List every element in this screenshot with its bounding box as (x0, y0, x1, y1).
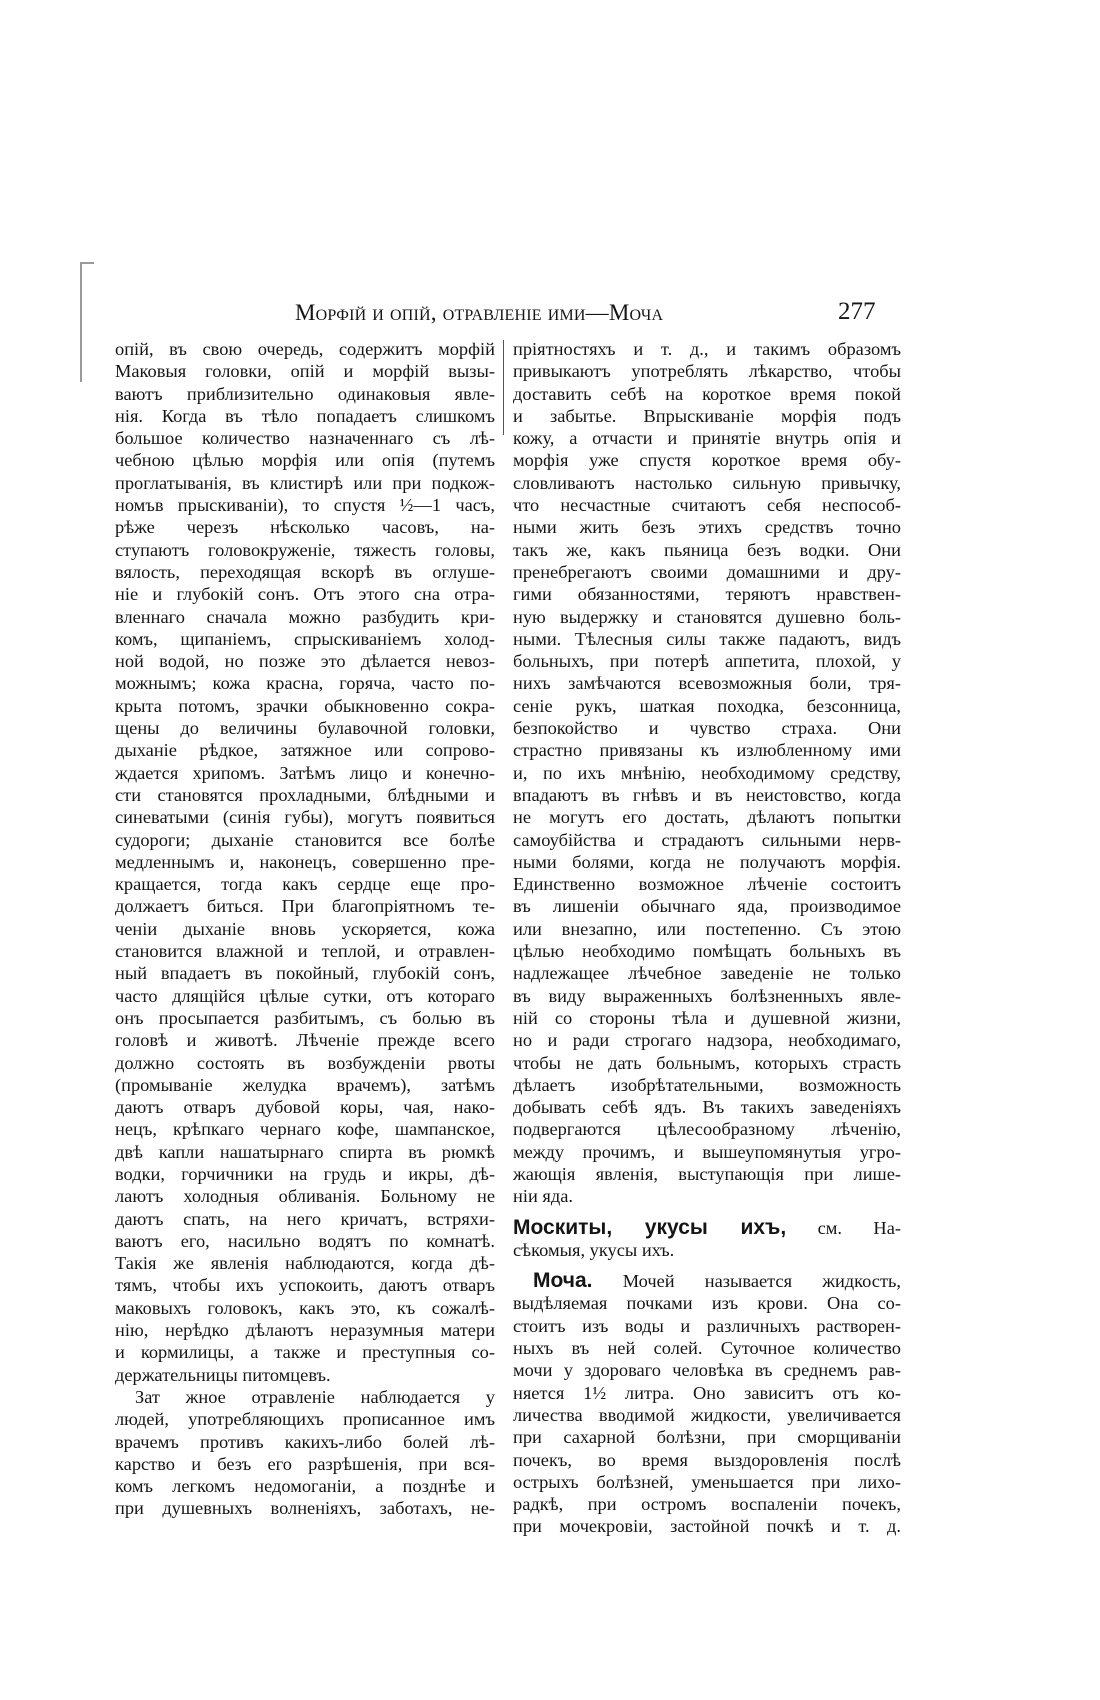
left-column (115, 338, 495, 1520)
text-line: ной водой, но позже это дѣлается невоз- (115, 651, 495, 672)
text-line: морфія уже спустя короткое время обу- (513, 450, 901, 471)
text-line: пренебрегаютъ своими домашними и дру- (513, 561, 901, 582)
text-line: выдѣляемая почками изъ крови. Она со- (513, 1293, 901, 1314)
text-line: словливаютъ настолько сильную привычку, (513, 472, 901, 493)
page-edge-mark (80, 262, 82, 382)
text-line: двѣ капли нашатырнаго спирта въ рюмкѣ (115, 1141, 495, 1162)
text-line: въ виду выраженныхъ болѣзненныхъ явле- (513, 985, 901, 1006)
entry-moskity-first-line (513, 1217, 901, 1239)
column-divider (503, 340, 504, 435)
entry-text: Мочей называется жидкость, (622, 1271, 901, 1292)
text-line: нія. Когда въ тѣло попадаетъ слишкомъ (115, 405, 495, 426)
text-line: врачемъ противъ какихъ-либо болей лѣ- (115, 1431, 495, 1452)
text-line: не могутъ его достать, дѣлаютъ попытки (513, 807, 901, 828)
right-column (513, 338, 901, 1538)
text-line: самоубійства и страдаютъ сильными нерв- (513, 829, 901, 850)
text-line: и кормилицы, а также и преступныя со- (115, 1342, 495, 1363)
text-line: нихъ замѣчаются всевозможныя боли, тря- (513, 673, 901, 694)
text-line: Единственно возможное лѣченіе состоитъ (513, 874, 901, 895)
text-line: кожу, а отчасти и принятіе внутрь опія и (513, 428, 901, 449)
text-line: держательницы питомцевъ. (115, 1364, 331, 1385)
text-line: комъ, щипаніемъ, спрыскиваніемъ холод- (115, 628, 495, 649)
text-line: Маковыя головки, опій и морфій вызы- (115, 361, 495, 382)
text-line: жающія явленія, выступающія при лише- (513, 1163, 901, 1184)
text-line: кращается, тогда какъ сердце еще про- (115, 874, 495, 895)
text-line: ченіи дыханіе вновь ускоряется, кожа (115, 918, 495, 939)
text-line: ступаютъ головокруженіе, тяжесть головы, (115, 539, 495, 560)
text-line: становится влажной и теплой, и отравлен- (115, 941, 495, 962)
text-line: судороги; дыханіе становится все болѣе (115, 829, 495, 850)
text-line: ными жить безъ этихъ средствъ точно (513, 517, 901, 538)
text-line: опій, въ свою очередь, содержитъ морфій (115, 339, 495, 359)
text-line: водки, горчичники на грудь и икры, дѣ- (115, 1163, 495, 1184)
text-line: нію, нерѣдко дѣлаютъ неразумныя матери (115, 1320, 495, 1341)
text-line: доставить себѣ на короткое время покой (513, 383, 901, 404)
text-line: гими обязанностями, теряютъ нравствен- (513, 584, 901, 605)
text-line: ваютъ его, насильно водятъ по комнатѣ. (115, 1230, 495, 1251)
text-line: при душевныхъ волненіяхъ, заботахъ, не- (115, 1498, 495, 1519)
text-line: больныхъ, при потерѣ аппетита, плохой, у (513, 651, 901, 672)
text-line: сѣкомыя, укусы ихъ. (513, 1239, 675, 1260)
page-number: 277 (838, 298, 876, 325)
text-line: ными болями, когда не получаютъ морфія. (513, 851, 901, 872)
text-line: или внезапно, или постепенно. Съ этою (513, 918, 901, 939)
text-line: безпокойство и чувство страха. Они (513, 718, 901, 739)
text-line: должаетъ биться. При благопріятномъ те- (115, 896, 495, 917)
text-line: чтобы не дать больнымъ, которыхъ страсть (513, 1052, 901, 1073)
text-line: дыханіе рѣдкое, затяжное или сопрово- (115, 740, 495, 761)
text-line: ную выдержку и становятся душевно боль- (513, 606, 901, 627)
text-line: и, по ихъ мнѣнію, необходимому средству, (513, 762, 901, 783)
text-line: ваютъ приблизительно одинаковыя явле- (115, 383, 495, 404)
text-line: острыхъ болѣзней, уменьшается при лихо- (513, 1471, 901, 1492)
text-line: большое количество назначеннаго съ лѣ- (115, 428, 495, 449)
text-line: вленнаго сначала можно разбудить кри- (115, 606, 495, 627)
text-line: даютъ спать, на него кричатъ, встряхи- (115, 1208, 495, 1229)
text-line: сти становятся прохладными, блѣдными и (115, 784, 495, 805)
entry-headword: Москиты, укусы ихъ, (513, 1215, 787, 1239)
text-line: синеватыми (синія губы), могутъ появиться (115, 807, 495, 828)
text-line: крыта потомъ, зрачки обыкновенно сокра- (115, 695, 495, 716)
running-head: Морфій и опій, отравленіе ими—Моча (295, 300, 664, 325)
text-line: Такія же явленія наблюдаются, когда дѣ- (115, 1253, 495, 1274)
text-line: но и ради строгаго надзора, необходимаго, (513, 1030, 901, 1051)
text-line: ный впадаетъ въ покойный, глубокій сонъ, (115, 963, 495, 984)
text-line: почекъ, во время выздоровленія послѣ (513, 1449, 901, 1470)
text-line: пріятностяхъ и т. д., и такимъ образомъ (513, 339, 901, 359)
text-line: такъ же, какъ пьяница безъ водки. Они (513, 539, 901, 560)
text-line: подвергаются цѣлесообразному лѣченію, (513, 1119, 901, 1140)
text-line: ній со стороны тѣла и душевной жизни, (513, 1007, 901, 1028)
text-line: личества вводимой жидкости, увеличивается (513, 1404, 901, 1425)
text-line: ными. Тѣлесныя силы также падаютъ, видъ (513, 628, 901, 649)
text-line: и забытье. Впрыскиваніе морфія подъ (513, 405, 901, 426)
text-line: номъв прыскиваніи), то спустя ½—1 часъ, (115, 495, 495, 516)
text-line: маковыхъ головокъ, какъ это, къ сожалѣ- (115, 1297, 495, 1318)
text-line: часто длящійся цѣлые сутки, отъ котораго (115, 985, 495, 1006)
text-line: въ лишеніи обычнаго яда, производимое (513, 896, 901, 917)
text-line: стоитъ изъ воды и различныхъ растворен- (513, 1315, 901, 1336)
text-line: что несчастные считаютъ себя неспособ- (513, 495, 901, 516)
entry-text: см. На- (817, 1217, 901, 1238)
text-line: сеніе рукъ, шаткая походка, безсонница, (513, 695, 901, 716)
text-line: ніе и глубокій сонъ. Отъ этого сна отра- (115, 584, 495, 605)
text-line: при мочекровіи, застойной почкѣ и т. д. (513, 1516, 901, 1537)
text-line: комъ легкомъ недомоганіи, а позднѣе и (115, 1476, 495, 1497)
text-line: головѣ и животѣ. Лѣченіе прежде всего (115, 1030, 495, 1051)
text-line: онъ просыпается разбитымъ, съ болью въ (115, 1007, 495, 1028)
text-line: проглатыванія, въ клистирѣ или при подкож- (115, 472, 495, 493)
text-line: лаютъ холодныя обливанія. Больному не (115, 1186, 495, 1207)
text-line: чебною цѣлью морфія или опія (путемъ (115, 450, 495, 471)
text-line: щены до величины булавочной головки, (115, 718, 495, 739)
text-line: нецъ, крѣпкаго чернаго кофе, шампанское, (115, 1119, 495, 1140)
text-line: ніи яда. (513, 1186, 573, 1207)
text-line: ждается хрипомъ. Затѣмъ лицо и конечно- (115, 762, 495, 783)
text-line: дѣлаетъ изобрѣтательными, возможность (513, 1074, 901, 1095)
page-edge-mark (80, 262, 94, 264)
text-line: должно состоять въ возбужденіи рвоты (115, 1052, 495, 1073)
text-line: страстно привязаны къ излюбленному ими (513, 740, 901, 761)
text-line: мочи у здороваго человѣка въ среднемъ рав- (513, 1360, 901, 1381)
text-line: людей, употребляющихъ прописанное имъ (115, 1409, 495, 1430)
text-line: даютъ отваръ дубовой коры, чая, нако- (115, 1097, 495, 1118)
text-line: можнымъ; кожа красна, горяча, часто по- (115, 673, 495, 694)
text-line: ныхъ въ ней солей. Суточное количество (513, 1338, 901, 1359)
text-line: тямъ, чтобы ихъ успокоить, даютъ отваръ (115, 1275, 495, 1296)
text-line: цѣлью необходимо помѣщать больныхъ въ (513, 941, 901, 962)
text-line: вялость, переходящая вскорѣ въ оглуше- (115, 561, 495, 582)
text-line: радкѣ, при остромъ воспаленіи почекъ, (513, 1494, 901, 1515)
text-line: карство и безъ его разрѣшенія, при вся- (115, 1453, 495, 1474)
text-line: впадаютъ въ гнѣвъ и въ неистовство, когда (513, 784, 901, 805)
text-line: привыкаютъ употреблять лѣкарство, чтобы (513, 361, 901, 382)
text-line: добывать себѣ ядъ. Въ такихъ заведеніяхъ (513, 1097, 901, 1118)
entry-headword: Моча. (533, 1269, 593, 1293)
entry-mocha-first-line (513, 1270, 901, 1292)
text-line: няется 1½ литра. Оно зависитъ отъ ко- (513, 1382, 901, 1403)
text-line: медленнымъ и, наконецъ, совершенно пре- (115, 851, 495, 872)
text-line: между прочимъ, и вышеупомянутыя угро- (513, 1141, 901, 1162)
text-line: рѣже черезъ нѣсколько часовъ, на- (115, 517, 495, 538)
text-line: надлежащее лѣчебное заведеніе не только (513, 963, 901, 984)
text-line: Зат жное отравленіе наблюдается у (135, 1386, 495, 1407)
text-line: (промываніе желудка врачемъ), затѣмъ (115, 1074, 495, 1095)
text-line: при сахарной болѣзни, при сморщиваніи (513, 1427, 901, 1448)
